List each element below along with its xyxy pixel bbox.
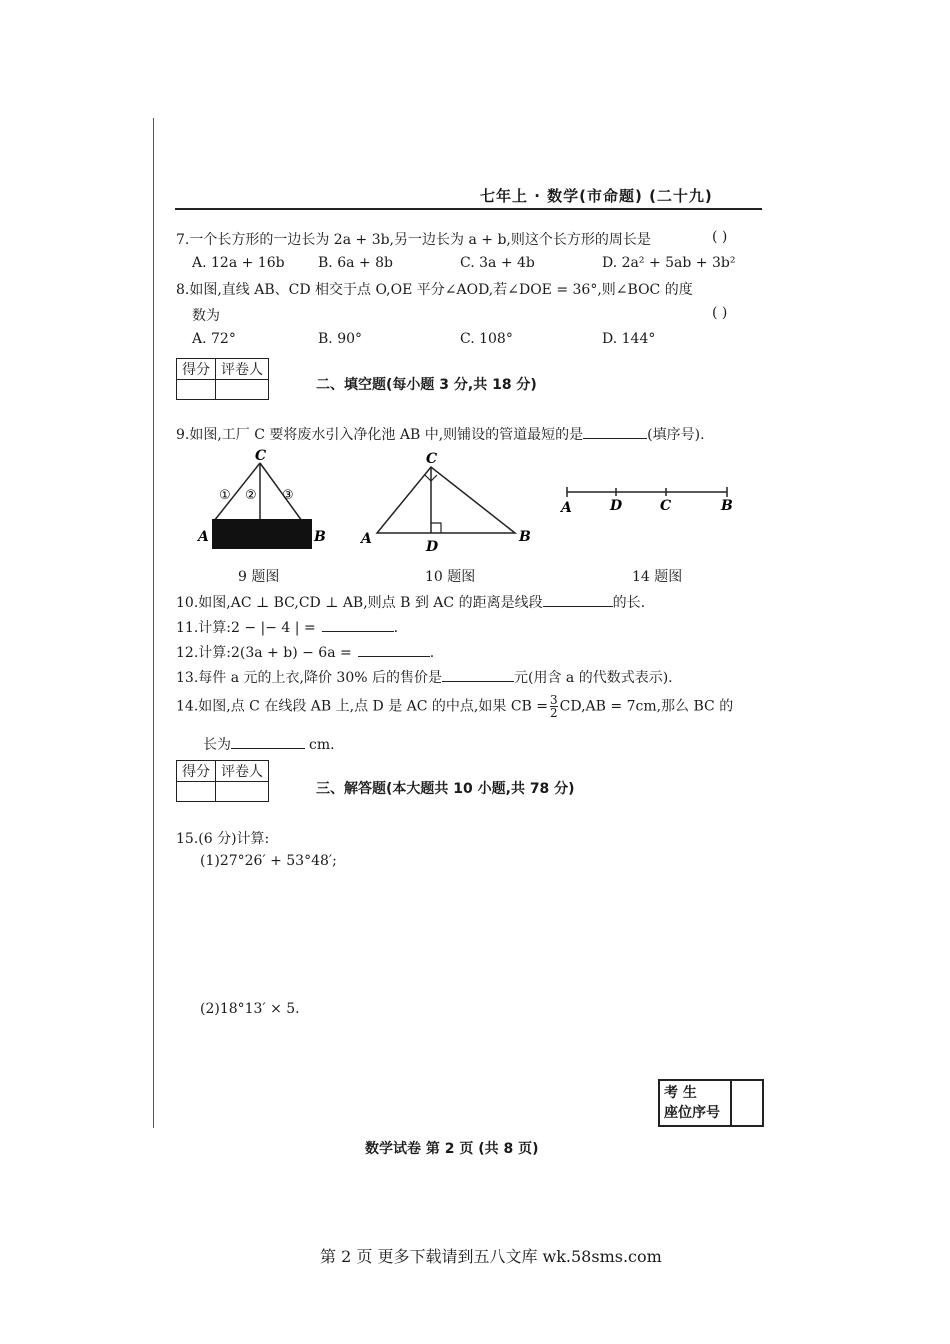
answer-blank-10[interactable] <box>543 592 613 607</box>
page-left-border <box>153 118 154 1128</box>
question-12 <box>176 642 434 662</box>
question-14-line2-text: 长为 <box>203 737 231 753</box>
fig9-label-c: C <box>255 448 267 464</box>
figure-9 <box>190 445 330 555</box>
grader-cell <box>216 380 269 400</box>
seat-number-label <box>664 1083 720 1123</box>
fig14-label-d: D <box>610 498 623 514</box>
question-8-answer-paren: ( ) <box>712 305 728 321</box>
fig14-label-b: B <box>721 498 733 514</box>
fig10-label-c: C <box>426 451 438 467</box>
fig10-label-b: B <box>519 529 531 545</box>
section-3-title: 三、解答题(本大题共 10 小题,共 78 分) <box>316 781 575 797</box>
header-rule <box>175 208 762 210</box>
grader-label: 评卷人 <box>216 761 269 782</box>
question-7-option-c: C. 3a + 4b <box>460 255 535 271</box>
question-14-line2 <box>203 734 335 754</box>
question-14-text: 14.如图,点 C 在线段 AB 上,点 D 是 AC 的中点,如果 CB = <box>176 698 549 715</box>
figure-10-caption: 10 题图 <box>425 569 476 585</box>
question-7: 7.一个长方形的一边长为 2a + 3b,另一边长为 a + b,则这个长方形的周长是 <box>176 232 651 248</box>
fig9-label-2: ② <box>245 488 257 503</box>
grader-label: 评卷人 <box>216 359 269 380</box>
fig10-label-a: A <box>361 531 372 547</box>
answer-blank-13[interactable] <box>442 667 514 682</box>
seat-label-line1: 考 生 <box>664 1085 697 1101</box>
question-14-line1 <box>176 694 733 719</box>
question-7-option-a: A. 12a + 16b <box>192 255 285 271</box>
question-11 <box>176 617 398 637</box>
score-cell <box>177 782 216 802</box>
figure-14-caption: 14 题图 <box>632 569 683 585</box>
question-8-line2: 数为 <box>192 308 220 324</box>
figure-14 <box>555 480 745 520</box>
question-13 <box>176 667 673 687</box>
question-11-suffix: . <box>393 620 399 636</box>
question-8-option-d: D. 144° <box>602 331 656 347</box>
page-footer: 数学试卷 第 2 页 (共 8 页) <box>365 1141 539 1157</box>
seat-label-line2: 座位序号 <box>664 1105 720 1121</box>
question-15-title: 15.(6 分)计算: <box>176 831 270 847</box>
question-8-line1: 8.如图,直线 AB、CD 相交于点 O,OE 平分∠AOD,若∠DOE = 36°,则∠BOC 的度 <box>176 282 693 298</box>
section-2-title: 二、填空题(每小题 3 分,共 18 分) <box>316 377 537 393</box>
fraction-3-over-2 <box>550 694 558 719</box>
question-15-part-1: (1)27°26′ + 53°48′; <box>200 853 337 869</box>
seat-number-box <box>658 1079 764 1127</box>
question-14-unit: cm. <box>309 737 335 753</box>
question-10-suffix: 的长. <box>612 595 646 611</box>
question-13-suffix: 元(用含 a 的代数式表示). <box>513 670 673 686</box>
figure-10 <box>355 445 540 555</box>
score-box-section-2 <box>176 358 269 400</box>
fig9-label-a: A <box>198 529 209 545</box>
fig9-label-1: ① <box>219 488 231 503</box>
fig9-label-3: ③ <box>282 488 294 503</box>
fig14-label-a: A <box>561 500 572 516</box>
question-8-option-a: A. 72° <box>192 331 236 347</box>
page-header: 七年上 · 数学(市命题) (二十九) <box>480 187 713 205</box>
question-10 <box>176 592 645 612</box>
question-11-text: 11.计算:2 − |− 4 | = <box>176 620 316 636</box>
download-watermark: 第 2 页 更多下载请到五八文库 wk.58sms.com <box>320 1247 662 1266</box>
question-10-text: 10.如图,AC ⊥ BC,CD ⊥ AB,则点 B 到 AC 的距离是线段 <box>176 595 543 611</box>
grader-cell <box>216 782 269 802</box>
question-7-option-b: B. 6a + 8b <box>318 255 393 271</box>
fig9-label-b: B <box>314 529 326 545</box>
question-12-suffix: . <box>429 645 435 661</box>
answer-blank-12[interactable] <box>358 642 430 657</box>
question-15-part-2: (2)18°13′ × 5. <box>200 1001 300 1017</box>
score-cell <box>177 380 216 400</box>
fraction-denominator: 2 <box>550 706 558 720</box>
fig10-label-d: D <box>426 539 439 555</box>
question-12-text: 12.计算:2(3a + b) − 6a = <box>176 645 352 661</box>
question-13-text: 13.每件 a 元的上衣,降价 30% 后的售价是 <box>176 670 442 686</box>
score-label: 得分 <box>177 761 216 782</box>
answer-blank-14[interactable] <box>231 734 305 749</box>
fig14-label-c: C <box>660 498 672 514</box>
score-label: 得分 <box>177 359 216 380</box>
question-9-text: 9.如图,工厂 C 要将废水引入净化池 AB 中,则铺设的管道最短的是 <box>176 427 584 443</box>
figure-9-caption: 9 题图 <box>238 569 280 585</box>
score-box-section-3 <box>176 760 269 802</box>
question-7-option-d: D. 2a² + 5ab + 3b² <box>602 255 736 271</box>
answer-blank-11[interactable] <box>322 617 394 632</box>
answer-blank-9[interactable] <box>583 424 647 439</box>
question-7-answer-paren: ( ) <box>712 229 728 245</box>
fraction-numerator: 3 <box>550 693 558 707</box>
question-14-text-cont: CD,AB = 7cm,那么 BC 的 <box>559 698 734 715</box>
question-8-option-c: C. 108° <box>460 331 513 347</box>
question-8-option-b: B. 90° <box>318 331 363 347</box>
seat-box-divider <box>730 1081 732 1125</box>
question-9-suffix: (填序号). <box>647 427 705 443</box>
question-9 <box>176 424 705 444</box>
